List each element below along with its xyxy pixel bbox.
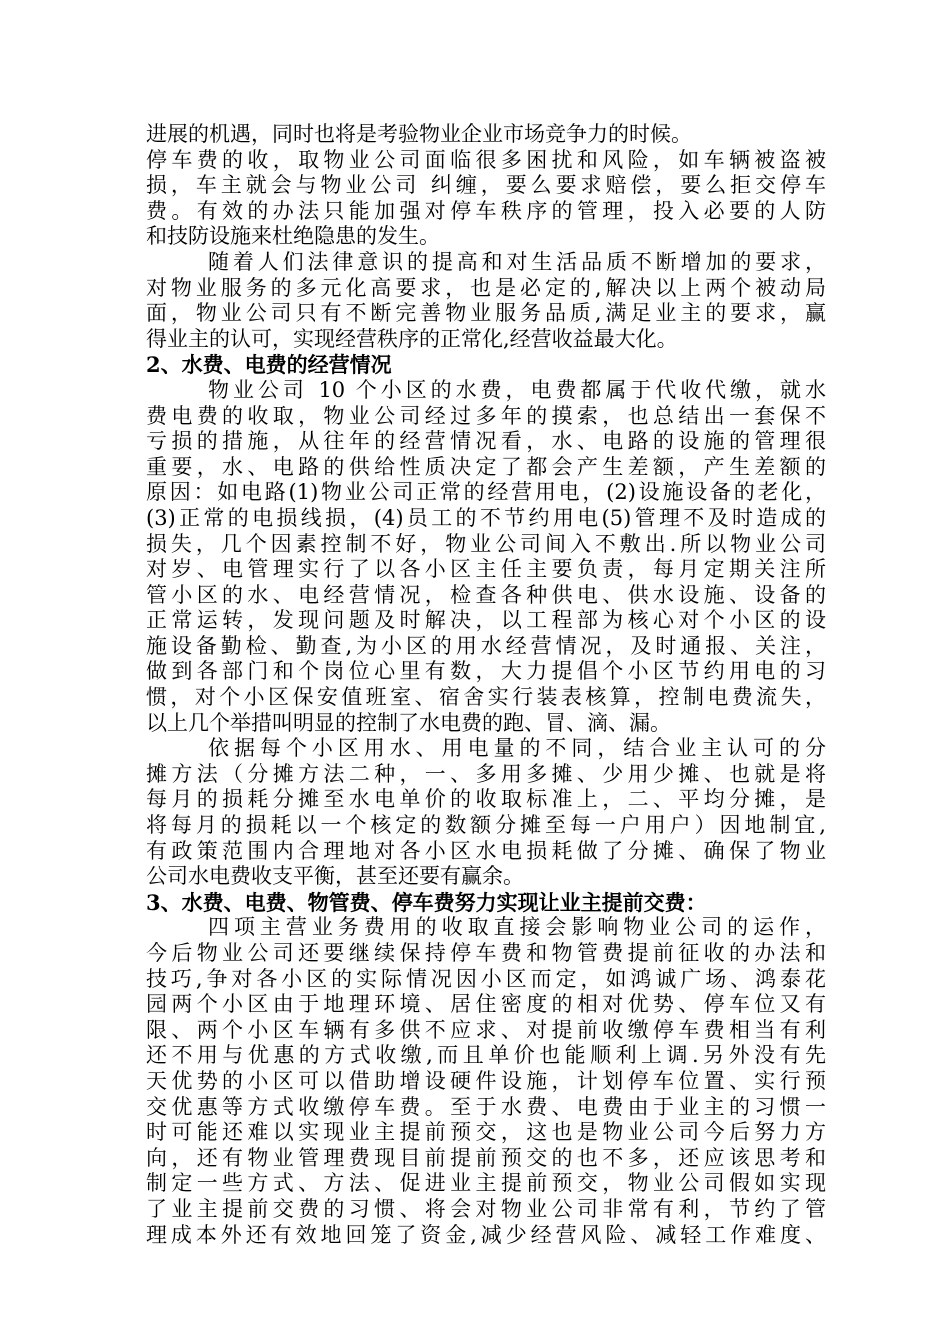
- text-line: 费。有效的办法只能加强对停车秩序的管理，投入必要的人防: [146, 198, 826, 223]
- text-line: 制定一些方式、方法、促进业主提前预交，物业公司假如实现: [146, 1171, 826, 1196]
- text-line: 摊方法（分摊方法二种，一、多用多摊、少用少摊、也就是将: [146, 761, 826, 786]
- text-line: 损，车主就会与物业公司 纠缠，要么要求赔偿，要么拒交停车: [146, 173, 826, 198]
- text-line: 时可能还难以实现业主提前预交，这也是物业公司今后努力方: [146, 1120, 826, 1145]
- text-line: 随着人们法律意识的提高和对生活品质不断增加的要求，: [208, 249, 826, 274]
- text-line: 有政策范围内合理地对各小区水电损耗做了分摊、确保了物业: [146, 838, 826, 863]
- text-line: 公司水电费收支平衡，甚至还要有赢余。: [146, 864, 524, 889]
- text-line: 向，还有物业管理费现目前提前预交的也不多，还应该思考和: [146, 1145, 826, 1170]
- text-line: 对岁、电管理实行了以各小区主任主要负责，每月定期关注所: [146, 557, 826, 582]
- text-line: 面，物业公司只有不断完善物业服务品质,满足业主的要求，赢: [146, 301, 826, 326]
- text-line: 停车费的收，取物业公司面临很多困扰和风险，如车辆被盗被: [146, 147, 826, 172]
- text-line: 做到各部门和个岗位心里有数，大力提倡个小区节约用电的习: [146, 659, 826, 684]
- section-heading: 2、水费、电费的经营情况: [146, 352, 392, 378]
- text-line: 惯，对个小区保安值班室、宿舍实行装表核算，控制电费流失，: [146, 685, 826, 710]
- text-line: 进展的机遇，同时也将是考验物业企业市场竞争力的时候。: [146, 122, 692, 146]
- text-line: 物业公司 10 个小区的水费，电费都属于代收代缴，就水: [208, 377, 826, 402]
- text-line: 得业主的认可，实现经营秩序的正常化,经营收益最大化。: [146, 326, 678, 351]
- text-line: 今后物业公司还要继续保持停车费和物管费提前征收的办法和: [146, 941, 826, 965]
- text-line: 费电费的收取，物业公司经过多年的摸索，也总结出一套保不: [146, 403, 826, 428]
- text-line: 园两个小区由于地理环境、居住密度的相对优势、停车位又有: [146, 992, 826, 1017]
- text-line: 四项主营业务费用的收取直接会影响物业公司的运作，: [208, 915, 826, 940]
- text-line: 了业主提前交费的习惯、将会对物业公司非常有利，节约了管: [146, 1196, 826, 1221]
- text-line: 依据每个小区用水、用电量的不同，结合业主认可的分: [208, 736, 826, 761]
- text-line: 正常运转，发现问题及时解决，以工程部为核心对个小区的设: [146, 608, 826, 633]
- text-line: 重要，水、电路的供给性质决定了都会产生差额，产生差额的: [146, 454, 826, 479]
- text-line: 技巧,争对各小区的实际情况因小区而定，如鸿诚广场、鸿泰花: [146, 966, 826, 991]
- document-page: [146, 122, 826, 1248]
- section-heading: 3、水费、电费、物管费、停车费努力实现让业主提前交费：: [146, 889, 707, 915]
- text-line: 限、两个小区车辆有多供不应求、对提前收缴停车费相当有利: [146, 1017, 826, 1042]
- text-line: 以上几个举措叫明显的控制了水电费的跑、冒、滴、漏。: [146, 710, 671, 735]
- text-line: (3)正常的电损线损，(4)员工的不节约用电(5)管理不及时造成的: [146, 505, 826, 530]
- text-line: 将每月的损耗以一个核定的数额分摊至每一户用户）因地制宜,: [146, 813, 826, 838]
- text-line: 交优惠等方式收缴停车费。至于水费、电费由于业主的习惯一: [146, 1094, 826, 1119]
- text-line: 管小区的水、电经营情况，检查各种供电、供水设施、设备的: [146, 582, 826, 607]
- text-line: 原因：如电路(1)物业公司正常的经营用电，(2)设施设备的老化，: [146, 480, 826, 505]
- text-line: 和技防设施来杜绝隐患的发生。: [146, 224, 440, 249]
- text-line: 还不用与优惠的方式收缴,而且单价也能顺利上调.另外没有先: [146, 1043, 826, 1068]
- text-line: 理成本外还有效地回笼了资金,减少经营风险、减轻工作难度、: [146, 1222, 826, 1247]
- text-line: 每月的损耗分摊至水电单价的收取标准上，二、平均分摊，是: [146, 787, 826, 812]
- text-line: 施设备勤检、勤查,为小区的用水经营情况，及时通报、关注，: [146, 633, 826, 658]
- text-line: 亏损的措施，从往年的经营情况看，水、电路的设施的管理很: [146, 429, 826, 454]
- text-line: 天优势的小区可以借助增设硬件设施，计划停车位置、实行预: [146, 1068, 826, 1093]
- text-line: 损失，几个因素控制不好，物业公司间入不敷出.所以物业公司: [146, 531, 826, 556]
- text-line: 对物业服务的多元化高要求，也是必定的,解决以上两个被动局: [146, 275, 826, 300]
